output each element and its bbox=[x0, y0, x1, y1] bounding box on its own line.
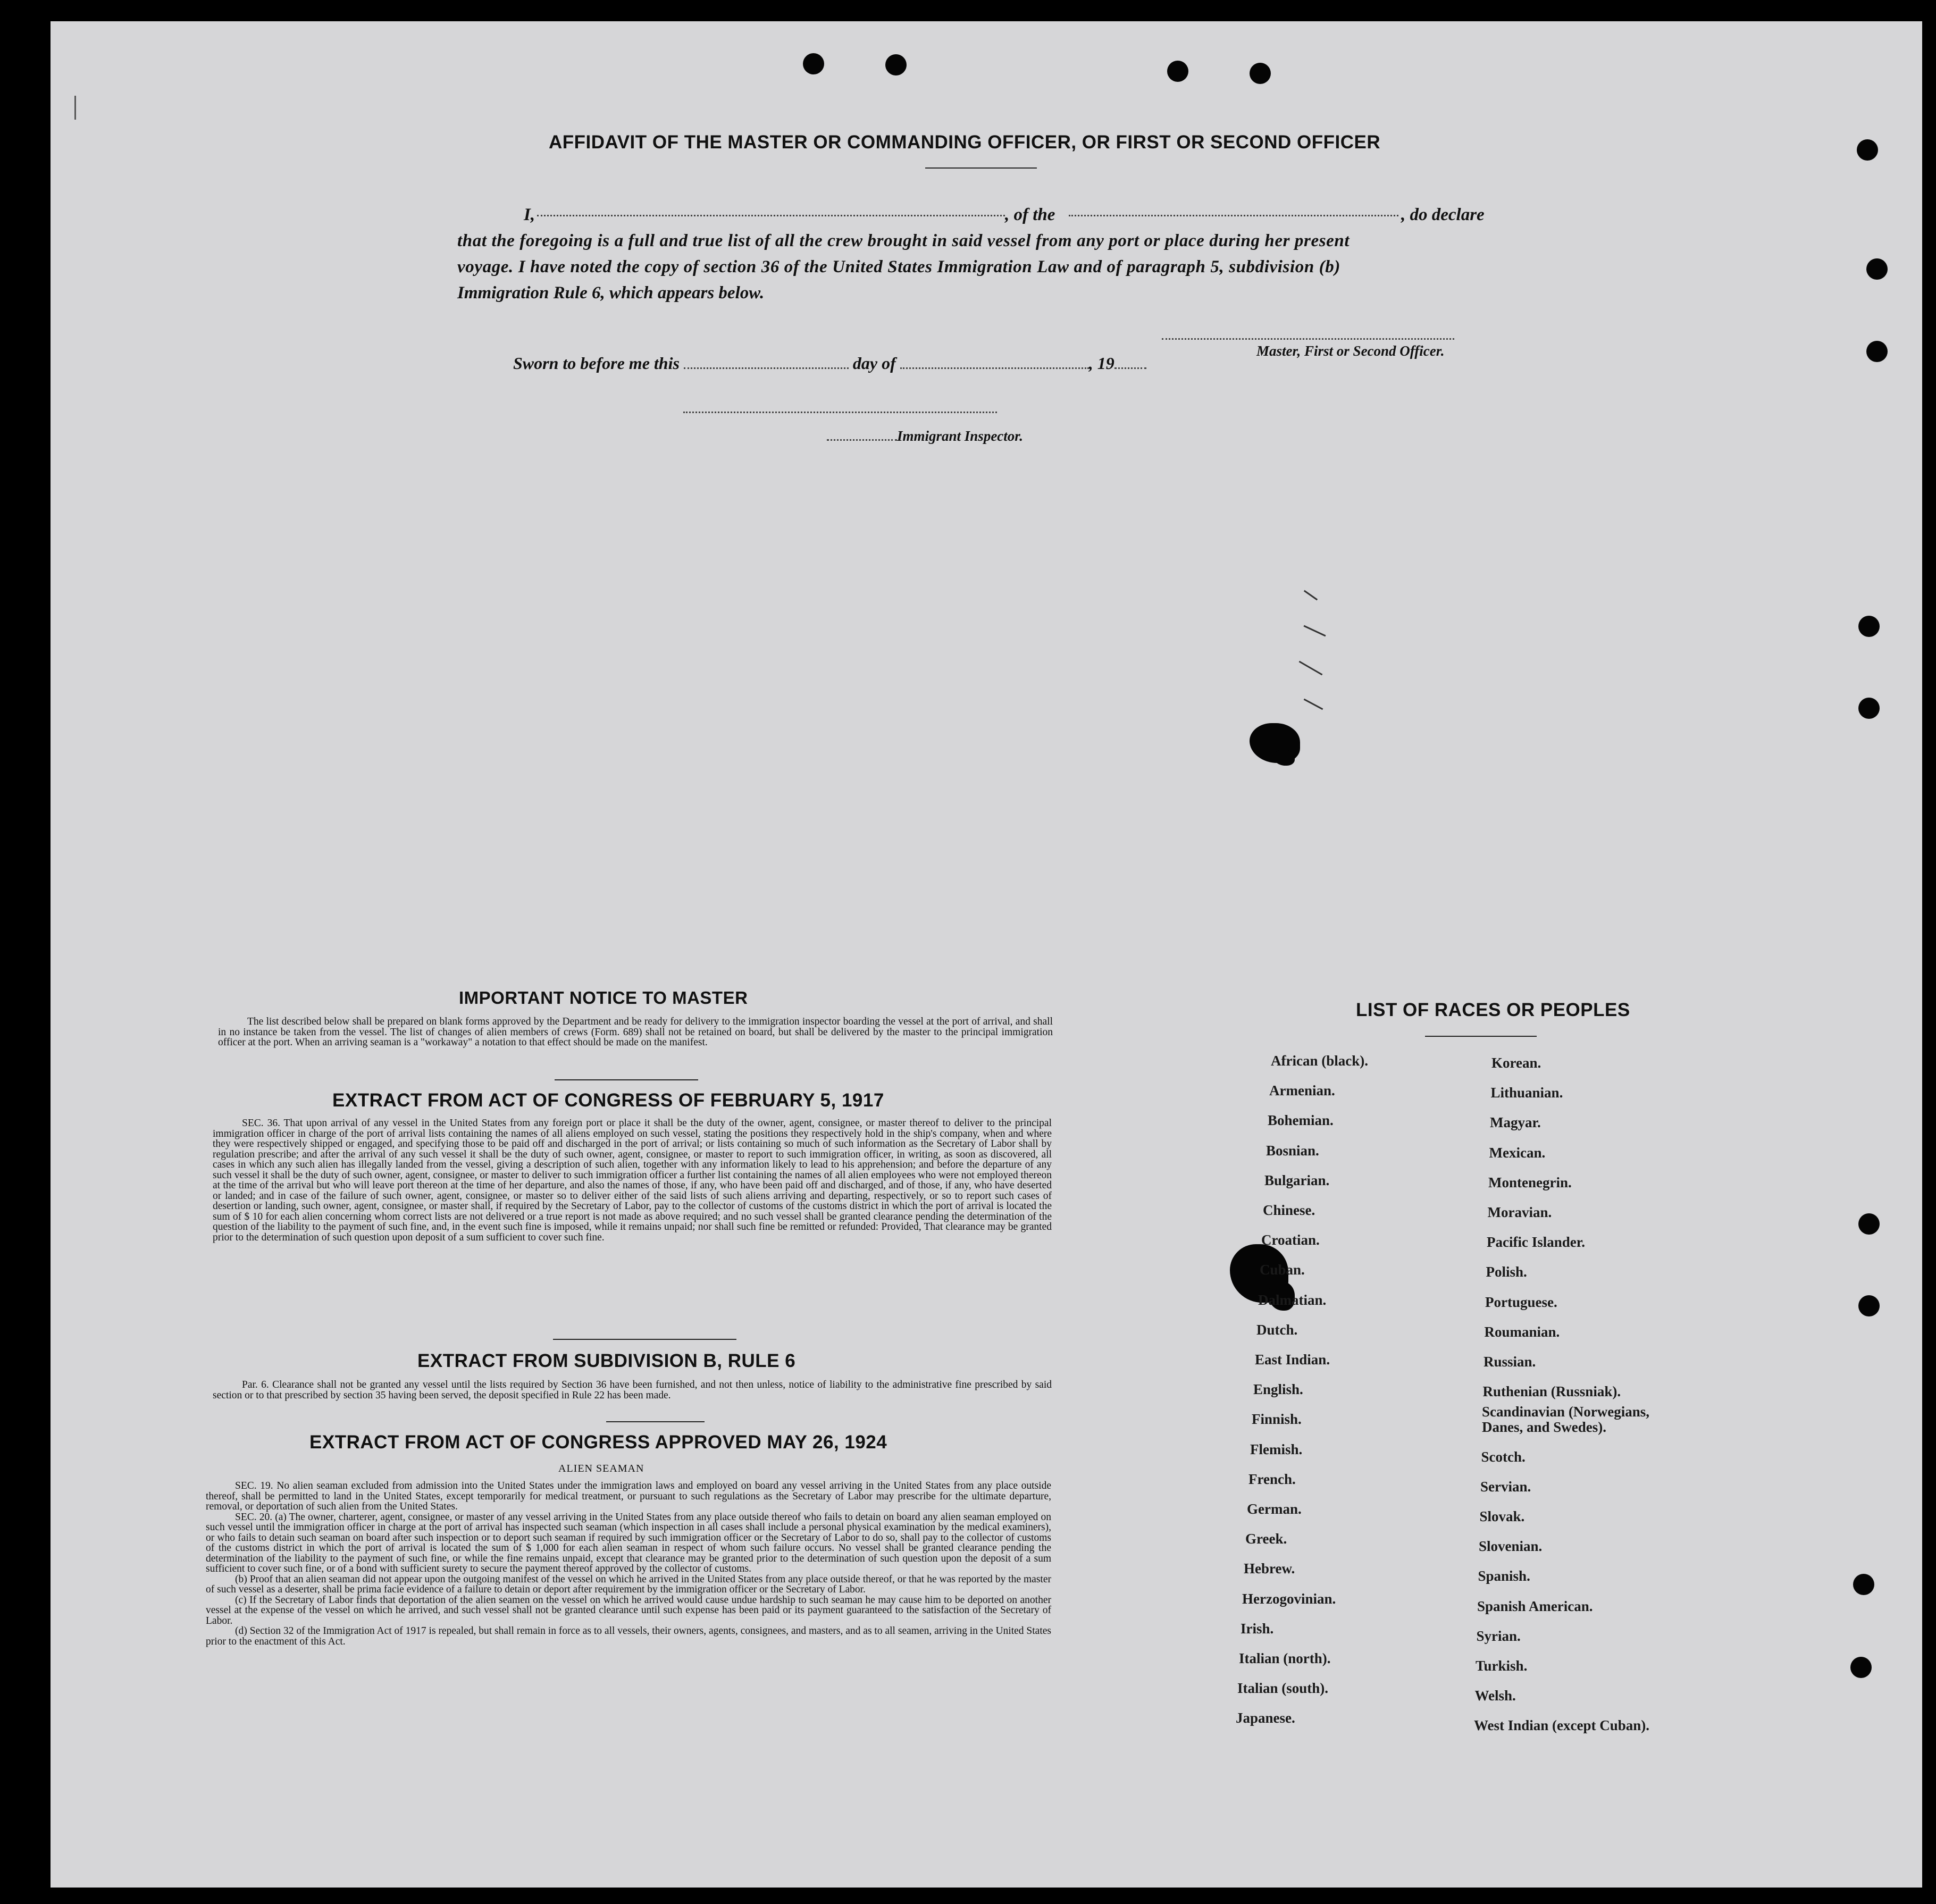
sworn-year-field[interactable] bbox=[1114, 364, 1146, 369]
declare-label: , do declare bbox=[1401, 205, 1485, 224]
race-item: Finnish. bbox=[1252, 1411, 1302, 1428]
punch-hole bbox=[885, 54, 907, 76]
stray-mark bbox=[1304, 590, 1318, 601]
notice-title: IMPORTANT NOTICE TO MASTER bbox=[459, 988, 748, 1008]
document-sheet bbox=[51, 21, 1922, 1888]
declaration-line: voyage. I have noted the copy of section 36 of the United States Immigration Law and of paragraph 5, subdivision (b) bbox=[457, 257, 1340, 276]
subdivision-b-title: EXTRACT FROM SUBDIVISION B, RULE 6 bbox=[417, 1351, 796, 1371]
declaration-line: that the foregoing is a full and true list of all the crew brought in said vessel from any port or place during her present bbox=[457, 231, 1350, 250]
race-item: Bohemian. bbox=[1268, 1112, 1334, 1129]
sec20c-paragraph: (c) If the Secretary of Labor finds that deportation of the alien seamen on the vessel on which he arrived would cause undue hardship to such seaman he may cause him to be deported on another vessel at the expense of the vessel on which he arrived, and such vessel shall not be granted clearance until such expense has been paid or its payment guaranteed to the satisfaction of the Secretary of Labor. bbox=[206, 1594, 1051, 1626]
sec20b-paragraph: (b) Proof that an alien seaman did not appear upon the outgoing manifest of the vessel on which he arrived in the United States from any place outside thereof, or that he was reported by the master of such vessel as a deserter, shall be prima facie evidence of a failure to detain or deport after requirement by the immigration officer or the Secretary of Labor. bbox=[206, 1573, 1051, 1595]
race-item: Scandinavian (Norwegians, Danes, and Swedes). bbox=[1482, 1404, 1650, 1436]
extract-1917-body bbox=[213, 1118, 1052, 1243]
race-item: West Indian (except Cuban). bbox=[1474, 1717, 1650, 1734]
race-item: Mexican. bbox=[1489, 1144, 1546, 1161]
race-item: Slovak. bbox=[1479, 1508, 1525, 1524]
race-item: Slovenian. bbox=[1479, 1538, 1543, 1555]
punch-hole bbox=[1858, 1295, 1880, 1316]
declaration-line bbox=[457, 202, 1555, 228]
punch-hole bbox=[803, 53, 824, 74]
declaration-line: Immigration Rule 6, which appears below. bbox=[457, 283, 765, 303]
title-rule bbox=[925, 167, 1037, 169]
race-item: English. bbox=[1253, 1381, 1303, 1398]
punch-hole bbox=[1167, 61, 1188, 82]
race-item: Syrian. bbox=[1476, 1628, 1521, 1644]
race-item: French. bbox=[1248, 1471, 1296, 1487]
sec20d-paragraph: (d) Section 32 of the Immigration Act of 1917 is repealed, but shall remain in force as to all vessels, their owners, agents, consignees, and masters, and as to all seamen, arriving in the United States prior to the enactment of this Act. bbox=[206, 1625, 1051, 1647]
sec36-paragraph: SEC. 36. That upon arrival of any vessel in the United States from any foreign port or place it shall be the duty of the owner, agent, consignee, or master thereof to deliver to the principal immigration officer in charge of the port of arrival lists containing the names of all aliens employed on such vessel, stating the positions they respectively hold in the ship's company, when and where they were respectively shipped or engaged, and specifying those to be paid off and discharged in the port of arrival; or lists containing so much of such information as the Secretary of Labor shall by regulation prescribe; and after the arrival of any such vessel it shall be the duty of such owner, agent, consignee, or master to report to such immigration officer, in writing, as soon as discovered, all cases in which any such alien has illegally landed from the vessel, giving a description of such alien, together with any information likely to lead to his apprehension; and before the departure of any such vessel it shall be the duty of such owner, agent, consignee, or master to deliver to such immigration officer a further list containing the names of all alien employees who were not employed thereon at the time of the arrival but who will leave port thereon at the time of her departure, and also the names of those, if any, who have been paid off and discharged, and of those, if any, who have deserted or landed; and in case of the failure of such owner, agent, consignee, or master so to deliver either of the said lists of such aliens arriving and departing, respectively, or so to report such cases of desertion or landing, such owner, agent, consignee, or master shall, if required by the Secretary of Labor, pay to the collector of customs of the customs district in which the port of arrival is located the sum of $ 10 for each alien concerning whom correct lists are not delivered or a true report is not made as above required; and no such vessel shall be granted clearance pending the determination of the question of the liability to the payment of such fine, and, in the event such fine is imposed, while it remains unpaid; nor shall such fine be remitted or refunded: Provided, That clearance may be granted prior to the determination of such question upon deposit of a sum sufficient to cover such fine. bbox=[213, 1118, 1052, 1243]
race-item: Dalmatian. bbox=[1258, 1291, 1327, 1308]
declarant-name-field[interactable] bbox=[537, 212, 1005, 216]
race-item: Polish. bbox=[1486, 1264, 1527, 1280]
punch-hole bbox=[1858, 698, 1880, 719]
race-item: Lithuanian. bbox=[1490, 1085, 1563, 1101]
extract-1924-title: EXTRACT FROM ACT OF CONGRESS APPROVED MAY 26, 1924 bbox=[309, 1432, 887, 1453]
inspector-prefix-dots bbox=[827, 436, 897, 441]
stray-mark bbox=[1303, 625, 1326, 637]
punch-hole bbox=[1866, 258, 1888, 280]
race-item: Magyar. bbox=[1490, 1114, 1541, 1131]
race-item: Armenian. bbox=[1269, 1083, 1335, 1099]
sec20a-paragraph: SEC. 20. (a) The owner, charterer, agent, consignee, or master of any vessel arriving in the United States from any place outside thereof who fails to detain on board any alien seaman employed on such vessel until the immigration officer in charge at the port of arrival has inspected such seaman (which inspection in all cases shall include a personal physical examination by the medical examiners), or who fails to detain such seaman on board after such inspection or to deport such seaman if required by such immigration officer or the Secretary of Labor to do so, shall pay to the collector of customs of the customs district in which the port of arrival is located the sum of $ 1,000 for each alien seaman in respect of whom such failure occurs. No vessel shall be granted clearance pending the determination of the liability to the payment of such fine, or while the fine remains unpaid, except that clearance may be granted prior to the determination of such question upon the deposit of a sum sufficient to cover such fine, or of a bond with sufficient surety to secure the payment thereof approved by the collector of customs. bbox=[206, 1511, 1051, 1574]
race-item: Montenegrin. bbox=[1488, 1174, 1572, 1190]
day-of-label: day of bbox=[852, 354, 896, 373]
race-item: Irish. bbox=[1241, 1620, 1274, 1637]
sec19-paragraph: SEC. 19. No alien seaman excluded from admission into the United States under the immigration laws and employed on board any vessel arriving in the United States from any place outside thereof, shall be permitted to land in the United States, except temporarily for medical treatment, or pursuant to such regulations as the Secretary of Labor may prescribe for the ultimate departure, removal, or deportation of such alien from the United States. bbox=[206, 1480, 1051, 1512]
sworn-label: Sworn to before me this bbox=[513, 354, 680, 373]
race-item: Croatian. bbox=[1261, 1232, 1320, 1248]
sworn-month-field[interactable] bbox=[900, 364, 1089, 369]
inspector-signature-line[interactable] bbox=[683, 408, 997, 413]
punch-hole bbox=[1866, 341, 1888, 362]
race-item: Japanese. bbox=[1236, 1710, 1295, 1726]
race-item: Dutch. bbox=[1256, 1321, 1298, 1338]
race-item: Russian. bbox=[1484, 1354, 1536, 1370]
sworn-day-field[interactable] bbox=[684, 364, 849, 369]
extract-1924-body bbox=[206, 1481, 1051, 1647]
race-item: Portuguese. bbox=[1485, 1294, 1557, 1310]
races-title: LIST OF RACES OR PEOPLES bbox=[1356, 1000, 1630, 1020]
race-item: Moravian. bbox=[1487, 1204, 1552, 1220]
stray-mark bbox=[1299, 661, 1323, 676]
race-item: Bulgarian. bbox=[1264, 1172, 1330, 1188]
punch-hole bbox=[1858, 616, 1880, 637]
race-item: German. bbox=[1247, 1501, 1302, 1517]
subdivision-b-body bbox=[213, 1380, 1052, 1400]
race-item: Roumanian. bbox=[1484, 1323, 1560, 1340]
race-item: Italian (north). bbox=[1239, 1650, 1331, 1666]
race-item: Greek. bbox=[1245, 1531, 1287, 1547]
race-item: Flemish. bbox=[1250, 1441, 1303, 1457]
par6-paragraph: Par. 6. Clearance shall not be granted any vessel until the lists required by Section 36 have been furnished, and not then unless, notice of liability to the administrative fine prescribed by said section or to that prescribed by section 35 having been served, the deposit specified in Rule 22 has been made. bbox=[213, 1379, 1052, 1401]
alien-seaman-subtitle: ALIEN SEAMAN bbox=[558, 1463, 644, 1474]
affidavit-title: AFFIDAVIT OF THE MASTER OR COMMANDING OFFICER, OR FIRST OR SECOND OFFICER bbox=[549, 132, 1381, 153]
stray-mark bbox=[1304, 699, 1323, 710]
notice-paragraph: The list described below shall be prepared on blank forms approved by the Department and be ready for delivery to the immigration inspector boarding the vessel at the port of arrival, and shall in no instance be taken from the vessel. The list of changes of alien members of crews (Form. 689) shall not be retained on board, but shall be delivered by the master to the principal immigration officer at the port. When an arriving seaman is a "workaway" a notation to that effect should be made on the manifest. bbox=[218, 1016, 1053, 1048]
notice-body bbox=[218, 1017, 1053, 1048]
year-label: , 19 bbox=[1088, 354, 1114, 373]
race-item: Chinese. bbox=[1263, 1202, 1315, 1218]
master-signature-label: Master, First or Second Officer. bbox=[1256, 343, 1445, 359]
race-item: Scotch. bbox=[1481, 1448, 1526, 1465]
master-signature-line[interactable] bbox=[1162, 335, 1454, 340]
vessel-label: , of the bbox=[1005, 205, 1055, 224]
race-item: Spanish American. bbox=[1477, 1598, 1593, 1614]
vessel-name-field[interactable] bbox=[1069, 212, 1398, 216]
section-rule bbox=[553, 1339, 736, 1340]
race-item: Herzogovinian. bbox=[1242, 1590, 1336, 1607]
punch-hole bbox=[1250, 63, 1271, 84]
race-item: African (black). bbox=[1271, 1053, 1368, 1069]
section-rule bbox=[555, 1079, 698, 1080]
punch-hole bbox=[1858, 1213, 1880, 1235]
affidavit-text bbox=[457, 202, 1555, 306]
race-item: Servian. bbox=[1480, 1478, 1531, 1495]
race-item: East Indian. bbox=[1255, 1352, 1330, 1368]
ink-blot bbox=[1273, 750, 1295, 766]
race-item: Hebrew. bbox=[1244, 1561, 1295, 1577]
punch-hole bbox=[1857, 139, 1878, 161]
inspector-line bbox=[827, 428, 1023, 444]
punch-hole bbox=[1853, 1574, 1874, 1595]
sworn-line bbox=[513, 354, 1146, 373]
punch-hole bbox=[1850, 1657, 1872, 1678]
race-item: Pacific Islander. bbox=[1487, 1234, 1585, 1251]
race-item: Spanish. bbox=[1478, 1568, 1530, 1584]
extract-1917-title: EXTRACT FROM ACT OF CONGRESS OF FEBRUARY 5, 1917 bbox=[332, 1090, 884, 1111]
stray-mark bbox=[74, 96, 76, 120]
race-item: Bosnian. bbox=[1266, 1142, 1319, 1159]
race-item: Turkish. bbox=[1476, 1658, 1528, 1674]
race-item: Ruthenian (Russniak). bbox=[1482, 1383, 1621, 1400]
races-title-rule bbox=[1425, 1036, 1537, 1037]
race-item: Italian (south). bbox=[1237, 1680, 1329, 1697]
race-item: Welsh. bbox=[1474, 1688, 1516, 1704]
race-item: Cuban. bbox=[1260, 1262, 1305, 1278]
race-item: Korean. bbox=[1491, 1055, 1541, 1071]
section-rule bbox=[606, 1421, 705, 1422]
declarant-label: I, bbox=[524, 205, 535, 224]
inspector-label: Immigrant Inspector. bbox=[897, 428, 1024, 444]
